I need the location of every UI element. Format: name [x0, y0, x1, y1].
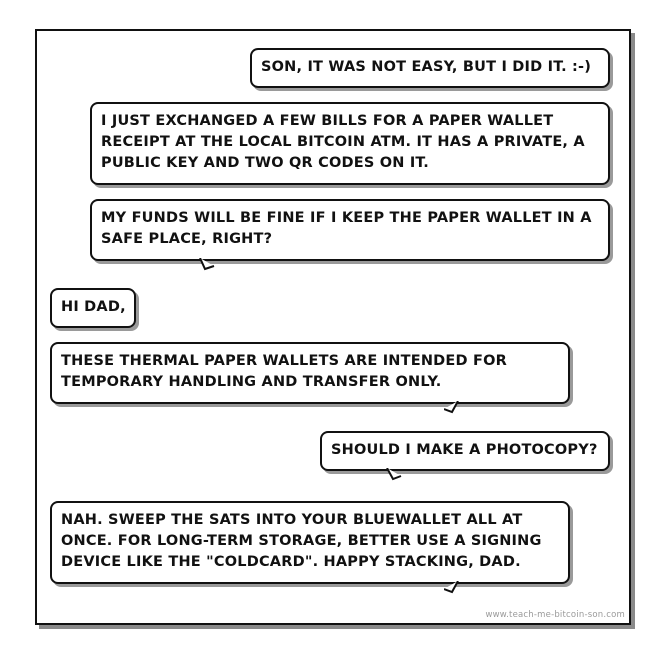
speech-bubble: SON, IT WAS NOT EASY, BUT I DID IT. :-) — [250, 48, 610, 88]
bubble-tail — [199, 258, 213, 270]
bubble-tail — [444, 401, 458, 413]
speech-bubble: SHOULD I MAKE A PHOTOCOPY? — [320, 431, 610, 471]
speech-bubble: MY FUNDS WILL BE FINE IF I KEEP THE PAPER WALLET IN A SAFE PLACE, RIGHT? — [90, 199, 610, 261]
bubble-tail — [386, 468, 400, 480]
speech-bubble: I JUST EXCHANGED A FEW BILLS FOR A PAPER WALLET RECEIPT AT THE LOCAL BITCOIN ATM. IT HAS A PRIVATE, A PUBLIC KEY AND TWO QR CODES ON IT. — [90, 102, 610, 185]
website-credit: www.teach-me-bitcoin-son.com — [485, 610, 625, 620]
bubble-tail — [444, 581, 458, 593]
speech-bubble: HI DAD, — [50, 288, 136, 328]
speech-bubble: THESE THERMAL PAPER WALLETS ARE INTENDED FOR TEMPORARY HANDLING AND TRANSFER ONLY. — [50, 342, 570, 404]
speech-bubble: NAH. SWEEP THE SATS INTO YOUR BLUEWALLET ALL AT ONCE. FOR LONG-TERM STORAGE, BETTER USE A SIGNING DEVICE LIKE THE "COLDCARD". HAPPY STACKING, DAD. — [50, 501, 570, 584]
